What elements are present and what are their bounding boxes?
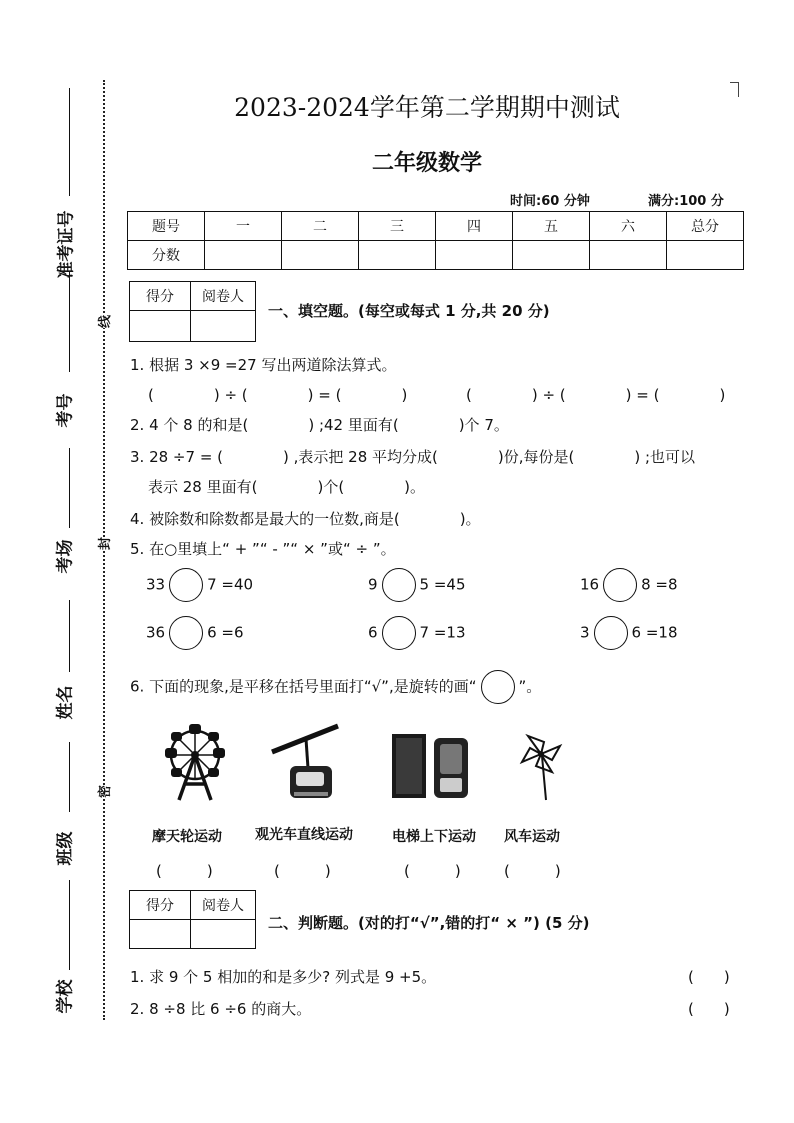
- score-cell[interactable]: [282, 241, 359, 270]
- seal-mark-seal: 封: [94, 537, 113, 550]
- margin-class-label: 班级: [55, 831, 76, 866]
- equation-left: 6: [368, 623, 378, 642]
- grader-reviewer-label: 阅卷人: [191, 282, 256, 311]
- score-cell[interactable]: [359, 241, 436, 270]
- answer-paren[interactable]: ( ): [274, 862, 331, 880]
- grader-box-2: [129, 890, 256, 949]
- grader-reviewer-cell[interactable]: [191, 311, 256, 342]
- equation-left: 36: [146, 623, 166, 642]
- circle-equation: [580, 616, 678, 650]
- equation-right: 7 =13: [419, 623, 466, 642]
- question-1-3-cont: 表示 28 里面有( )个( )。: [148, 478, 426, 496]
- caption-ferris-wheel: 摩天轮运动: [152, 829, 222, 845]
- score-cell[interactable]: [667, 241, 744, 270]
- answer-paren[interactable]: ( ): [156, 862, 213, 880]
- margin-name-label: 姓名: [55, 685, 76, 720]
- equation-right: 8 =8: [641, 575, 678, 594]
- pinwheel-icon: [516, 732, 566, 802]
- operator-circle[interactable]: [169, 616, 203, 650]
- exam-title: 2023-2024学年第二学期期中测试: [234, 93, 620, 122]
- elevator-icon: [390, 730, 472, 800]
- section2-title: 二、判断题。(对的打“√”,错的打“ × ”) (5 分): [268, 914, 590, 932]
- question-1-1-blank-b: ( ) ÷ ( ) = ( ): [466, 386, 726, 404]
- caption-pinwheel: 风车运动: [504, 829, 560, 845]
- score-cell[interactable]: [590, 241, 667, 270]
- question-1-5: 5. 在○里填上“ + ”“ - ”“ × ”或“ ÷ ”。: [130, 540, 396, 558]
- question-2-1: 1. 求 9 个 5 相加的和是多少? 列式是 9 +5。: [130, 968, 437, 986]
- score-header: 总分: [667, 212, 744, 241]
- margin-line: [69, 600, 70, 672]
- score-header: 二: [282, 212, 359, 241]
- answer-paren[interactable]: ( ): [404, 862, 461, 880]
- judge-paren[interactable]: ( ): [688, 1000, 730, 1018]
- margin-line: [69, 742, 70, 812]
- equation-right: 5 =45: [419, 575, 466, 594]
- operator-circle[interactable]: [382, 568, 416, 602]
- equation-right: 7 =40: [207, 575, 254, 594]
- circle-equation: [146, 616, 244, 650]
- operator-circle[interactable]: [382, 616, 416, 650]
- question-1-6-suffix: ”。: [518, 677, 542, 696]
- score-header: 五: [513, 212, 590, 241]
- answer-paren[interactable]: ( ): [504, 862, 561, 880]
- equation-right: 6 =6: [207, 623, 244, 642]
- score-header: 题号: [128, 212, 205, 241]
- seal-mark-secret: 密: [94, 785, 113, 798]
- question-1-6: [130, 670, 541, 704]
- margin-room-number-label: 考号: [55, 393, 76, 428]
- seal-mark-line: 线: [94, 315, 113, 328]
- question-2-2: 2. 8 ÷8 比 6 ÷6 的商大。: [130, 1000, 312, 1018]
- circle-equation: [368, 616, 466, 650]
- rotation-circle-sample: [481, 670, 515, 704]
- operator-circle[interactable]: [603, 568, 637, 602]
- grader-score-cell[interactable]: [130, 311, 191, 342]
- score-header: 四: [436, 212, 513, 241]
- circle-equation: [146, 568, 253, 602]
- section1-title: 一、填空题。(每空或每式 1 分,共 20 分): [268, 302, 550, 320]
- equation-right: 6 =18: [631, 623, 678, 642]
- score-cell[interactable]: [205, 241, 282, 270]
- margin-line: [69, 880, 70, 970]
- margin-venue-label: 考场: [55, 539, 76, 574]
- score-header: 一: [205, 212, 282, 241]
- caption-cable-car: 观光车直线运动: [255, 827, 353, 843]
- grader-score-label: 得分: [130, 282, 191, 311]
- equation-left: 33: [146, 575, 166, 594]
- grader-box-1: [129, 281, 256, 342]
- score-header: 三: [359, 212, 436, 241]
- operator-circle[interactable]: [169, 568, 203, 602]
- question-1-6-prefix: 6. 下面的现象,是平移在括号里面打“√”,是旋转的画“: [130, 677, 477, 696]
- score-cell[interactable]: [513, 241, 590, 270]
- ferris-wheel-icon: [155, 720, 235, 802]
- operator-circle[interactable]: [594, 616, 628, 650]
- question-1-1-blank-a: ( ) ÷ ( ) = ( ): [148, 386, 408, 404]
- time-info: 时间:60 分钟: [510, 194, 590, 209]
- grader-score-label: 得分: [130, 891, 191, 920]
- equation-left: 9: [368, 575, 378, 594]
- grader-reviewer-label: 阅卷人: [191, 891, 256, 920]
- equation-left: 16: [580, 575, 600, 594]
- exam-subtitle: 二年级数学: [371, 151, 482, 176]
- equation-left: 3: [580, 623, 590, 642]
- caption-elevator: 电梯上下运动: [392, 829, 476, 845]
- circle-equation: [368, 568, 466, 602]
- full-score: 满分:100 分: [648, 194, 724, 209]
- question-1-2: 2. 4 个 8 的和是( ) ;42 里面有( )个 7。: [130, 416, 509, 434]
- judge-paren[interactable]: ( ): [688, 968, 730, 986]
- margin-school-label: 学校: [55, 979, 76, 1014]
- question-1-3: 3. 28 ÷7 = ( ) ,表示把 28 平均分成( )份,每份是( ) ;也可以: [130, 448, 696, 466]
- question-1-4: 4. 被除数和除数都是最大的一位数,商是( )。: [130, 510, 481, 528]
- grader-reviewer-cell[interactable]: [191, 920, 256, 949]
- margin-line: [69, 448, 70, 528]
- cable-car-icon: [268, 722, 342, 802]
- margin-line: [69, 272, 70, 372]
- question-1-1: 1. 根据 3 ×9 =27 写出两道除法算式。: [130, 356, 397, 374]
- score-header: 六: [590, 212, 667, 241]
- score-cell[interactable]: [436, 241, 513, 270]
- circle-equation: [580, 568, 678, 602]
- score-row-label: 分数: [128, 241, 205, 270]
- margin-exam-number-label: 准考证号: [56, 210, 77, 279]
- score-table: [127, 211, 744, 270]
- grader-score-cell[interactable]: [130, 920, 191, 949]
